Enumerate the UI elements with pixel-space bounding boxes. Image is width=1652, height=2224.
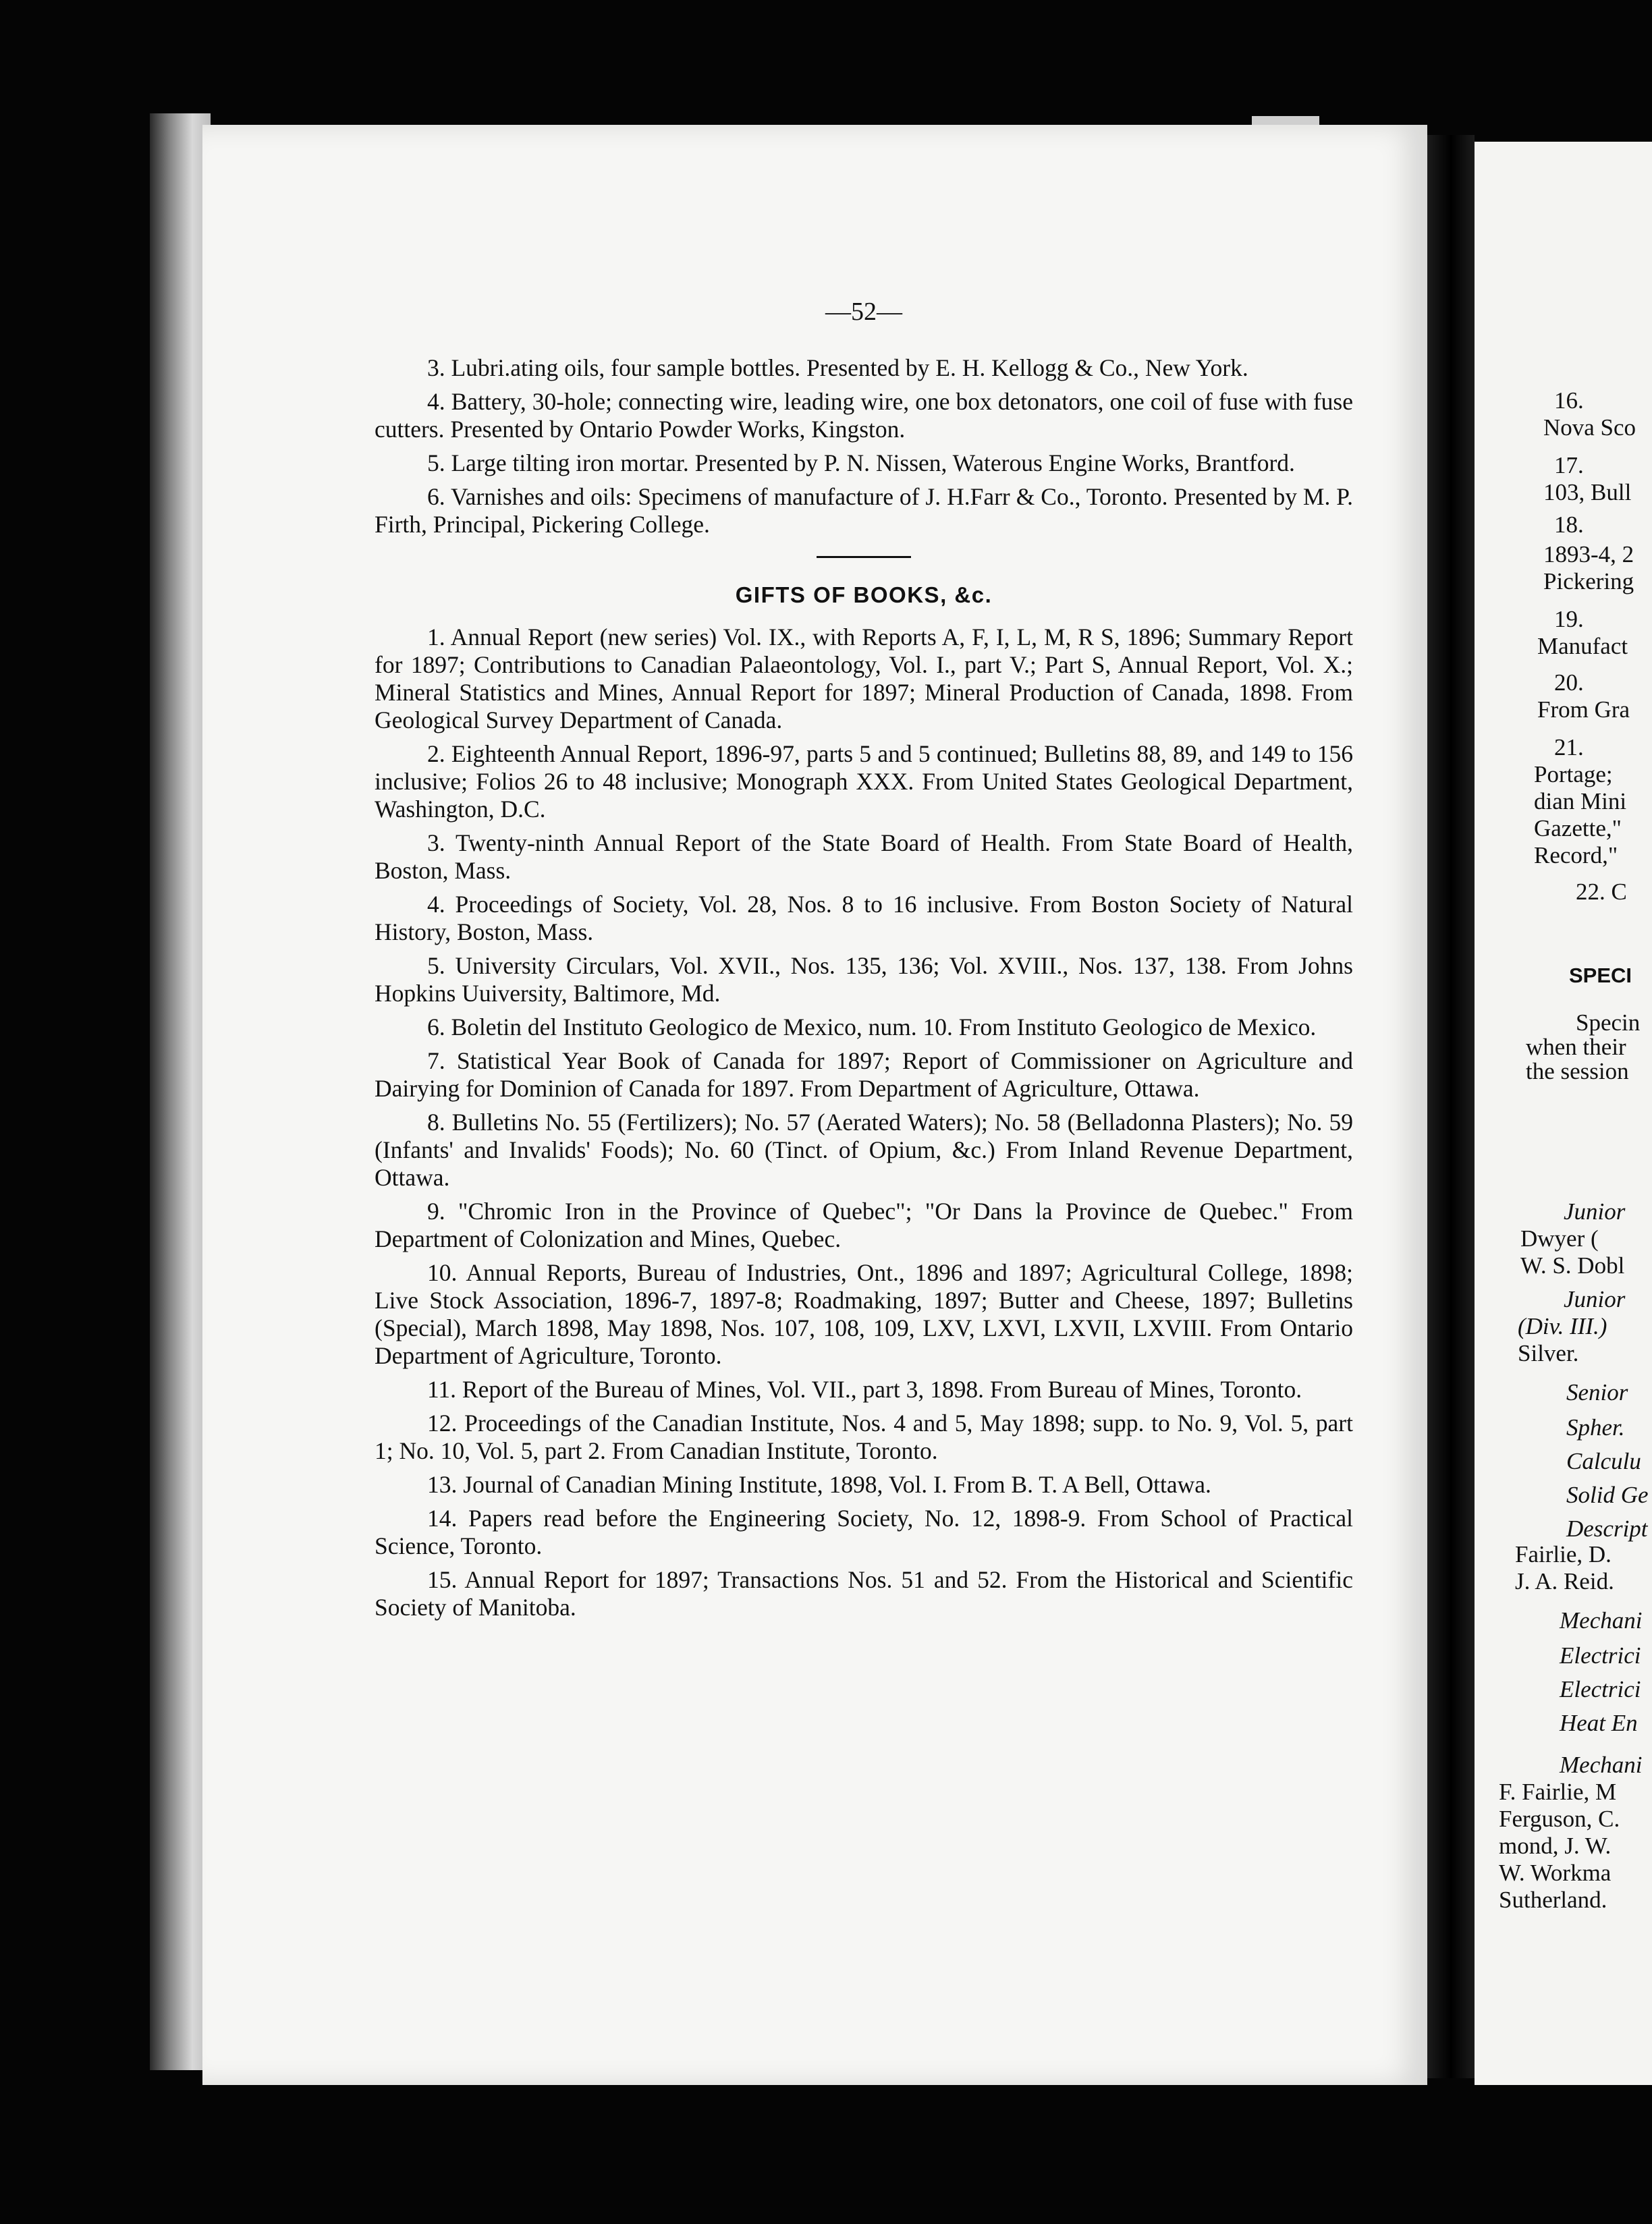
right-fragment: W. S. Dobl xyxy=(1520,1252,1625,1279)
right-fragment: W. Workma xyxy=(1499,1860,1612,1886)
right-fragment: 18. xyxy=(1554,511,1584,538)
right-fragment: Sutherland. xyxy=(1499,1887,1607,1913)
paragraph-gift-5: 5. University Circulars, Vol. XVII., Nos. 135, 136; Vol. XVIII., Nos. 137, 138. From Johns Hopkins Uuiversity, Baltimore, Md. xyxy=(375,952,1353,1007)
right-fragment: Record," xyxy=(1534,842,1618,868)
right-fragment: 1893-4, 2 xyxy=(1543,541,1634,567)
paragraph-gift-10: 10. Annual Reports, Bureau of Industries, Ont., 1896 and 1897; Agricultural College, 1898; Live Stock Association, 1896-7, 1897-8; Roadmaking, 1897; Butter and Cheese, 1897; Bulletins (Special), March 1898, May 1898, Nos. 107, 108, 109, LXV, LXVI, LXVII, LXVIII. From Ontario Department of Agriculture, Toronto. xyxy=(375,1259,1353,1369)
right-fragment: Junior xyxy=(1564,1286,1626,1312)
right-page xyxy=(1475,142,1652,2085)
right-fragment: Mechani xyxy=(1560,1752,1643,1778)
right-fragment: (Div. III.) xyxy=(1518,1313,1607,1339)
paragraph-exhibit-6: 6. Varnishes and oils: Specimens of manufacture of J. H.Farr & Co., Toronto. Presented by M. P. Firth, Principal, Pickering College. xyxy=(375,483,1353,538)
right-fragment: Nova Sco xyxy=(1543,414,1636,441)
right-fragment: F. Fairlie, M xyxy=(1499,1779,1617,1805)
paragraph-gift-2: 2. Eighteenth Annual Report, 1896-97, parts 5 and 5 continued; Bulletins 88, 89, and 149 to 156 inclusive; Folios 26 to 48 inclusive; Monograph XXX. From United States Geological Department, Washington, D.C. xyxy=(375,740,1353,823)
right-fragment: Electrici xyxy=(1560,1676,1641,1702)
right-fragment: 17. xyxy=(1554,452,1584,478)
right-fragment: Junior xyxy=(1564,1198,1626,1225)
right-fragment: 19. xyxy=(1554,606,1584,632)
book-gutter xyxy=(1427,135,1475,2078)
right-fragment: 21. xyxy=(1554,734,1584,760)
paragraph-gift-15: 15. Annual Report for 1897; Transactions Nos. 51 and 52. From the Historical and Scientific Society of Manitoba. xyxy=(375,1566,1353,1621)
book-edge xyxy=(150,113,211,2070)
paragraph-gift-9: 9. "Chromic Iron in the Province of Quebec"; "Or Dans la Province de Quebec." From Department of Colonization and Mines, Quebec. xyxy=(375,1198,1353,1252)
right-fragment: mond, J. W. xyxy=(1499,1833,1612,1859)
paragraph-gift-1: 1. Annual Report (new series) Vol. IX., with Reports A, F, I, L, M, R S, 1896; Summary Report for 1897; Contributions to Canadian Palaeontology, Vol. I., part V.; Part S, Annual Report, Vol. X.; Mineral Statistics and Mines, Annual Report for 1897; Mineral Production of Canada, 1898. From Geological Survey Department of Canada. xyxy=(375,623,1353,733)
paragraph-gift-6: 6. Boletin del Instituto Geologico de Mexico, num. 10. From Instituto Geologico de Mexico. xyxy=(427,1013,1317,1040)
paragraph-gift-4: 4. Proceedings of Society, Vol. 28, Nos. 8 to 16 inclusive. From Boston Society of Natural History, Boston, Mass. xyxy=(375,891,1353,945)
right-fragment: Fairlie, D. xyxy=(1515,1541,1612,1567)
right-fragment: dian Mini xyxy=(1534,788,1627,814)
right-fragment: 103, Bull xyxy=(1543,479,1632,505)
right-fragment: 22. C xyxy=(1576,879,1627,905)
paragraph-gift-11: 11. Report of the Bureau of Mines, Vol. VII., part 3, 1898. From Bureau of Mines, Toronto. xyxy=(427,1376,1302,1403)
right-fragment: Calculu xyxy=(1566,1448,1641,1474)
paragraph-exhibit-4: 4. Battery, 30-hole; connecting wire, leading wire, one box detonators, one coil of fuse with fuse cutters. Presented by Ontario Powder Works, Kingston. xyxy=(375,388,1353,443)
page-number: —52— xyxy=(825,298,902,326)
right-fragment: Pickering xyxy=(1543,568,1634,594)
right-fragment: Gazette," xyxy=(1534,815,1622,841)
right-fragment: Mechani xyxy=(1560,1607,1643,1634)
right-heading-fragment: SPECI xyxy=(1569,964,1632,987)
right-fragment: when their xyxy=(1526,1034,1626,1060)
right-fragment: Portage; xyxy=(1534,761,1613,787)
right-fragment: Dwyer ( xyxy=(1520,1225,1599,1252)
right-fragment: Electrici xyxy=(1560,1642,1641,1669)
paragraph-gift-3: 3. Twenty-ninth Annual Report of the State Board of Health. From State Board of Health, Boston, Mass. xyxy=(375,829,1353,884)
section-heading: GIFTS OF BOOKS, &c. xyxy=(735,582,993,607)
right-fragment: From Gra xyxy=(1537,696,1630,723)
paragraph-gift-12: 12. Proceedings of the Canadian Institute, Nos. 4 and 5, May 1898; supp. to No. 9, Vol. 5, part 1; No. 10, Vol. 5, part 2. From Canadian Institute, Toronto. xyxy=(375,1410,1353,1464)
left-page-content xyxy=(375,354,1353,1628)
paragraph-gift-14: 14. Papers read before the Engineering Society, No. 12, 1898-9. From School of Practical Science, Toronto. xyxy=(375,1505,1353,1559)
right-fragment: Silver. xyxy=(1518,1340,1579,1366)
right-fragment: J. A. Reid. xyxy=(1515,1568,1614,1594)
right-fragment: Descript xyxy=(1566,1516,1648,1542)
right-fragment: 16. xyxy=(1554,387,1584,414)
right-fragment: the session xyxy=(1526,1058,1629,1084)
right-fragment: Ferguson, C. xyxy=(1499,1806,1620,1832)
paragraph-gift-7: 7. Statistical Year Book of Canada for 1897; Report of Commissioner on Agriculture and Dairying for Dominion of Canada for 1897. From Department of Agriculture, Ottawa. xyxy=(375,1047,1353,1102)
right-fragment: Specin xyxy=(1576,1009,1641,1036)
right-fragment: Manufact xyxy=(1537,633,1628,659)
right-fragment: Heat En xyxy=(1560,1710,1638,1736)
paragraph-exhibit-5: 5. Large tilting iron mortar. Presented by P. N. Nissen, Waterous Engine Works, Brantford. xyxy=(427,449,1295,476)
right-fragment: Solid Ge xyxy=(1566,1482,1649,1508)
paragraph-gift-8: 8. Bulletins No. 55 (Fertilizers); No. 57 (Aerated Waters); No. 58 (Belladonna Plasters); No. 59 (Infants' and Invalids' Foods); No. 60 (Tinct. of Opium, &c.) From Inland Revenue Department, Ottawa. xyxy=(375,1109,1353,1191)
right-fragment: Senior xyxy=(1566,1379,1628,1406)
section-divider xyxy=(817,556,911,558)
right-fragment: 20. xyxy=(1554,669,1584,696)
paragraph-gift-13: 13. Journal of Canadian Mining Institute, 1898, Vol. I. From B. T. A Bell, Ottawa. xyxy=(427,1471,1211,1498)
paragraph-exhibit-3: 3. Lubri.ating oils, four sample bottles. Presented by E. H. Kellogg & Co., New York. xyxy=(427,354,1248,381)
right-fragment: Spher. xyxy=(1566,1414,1625,1441)
